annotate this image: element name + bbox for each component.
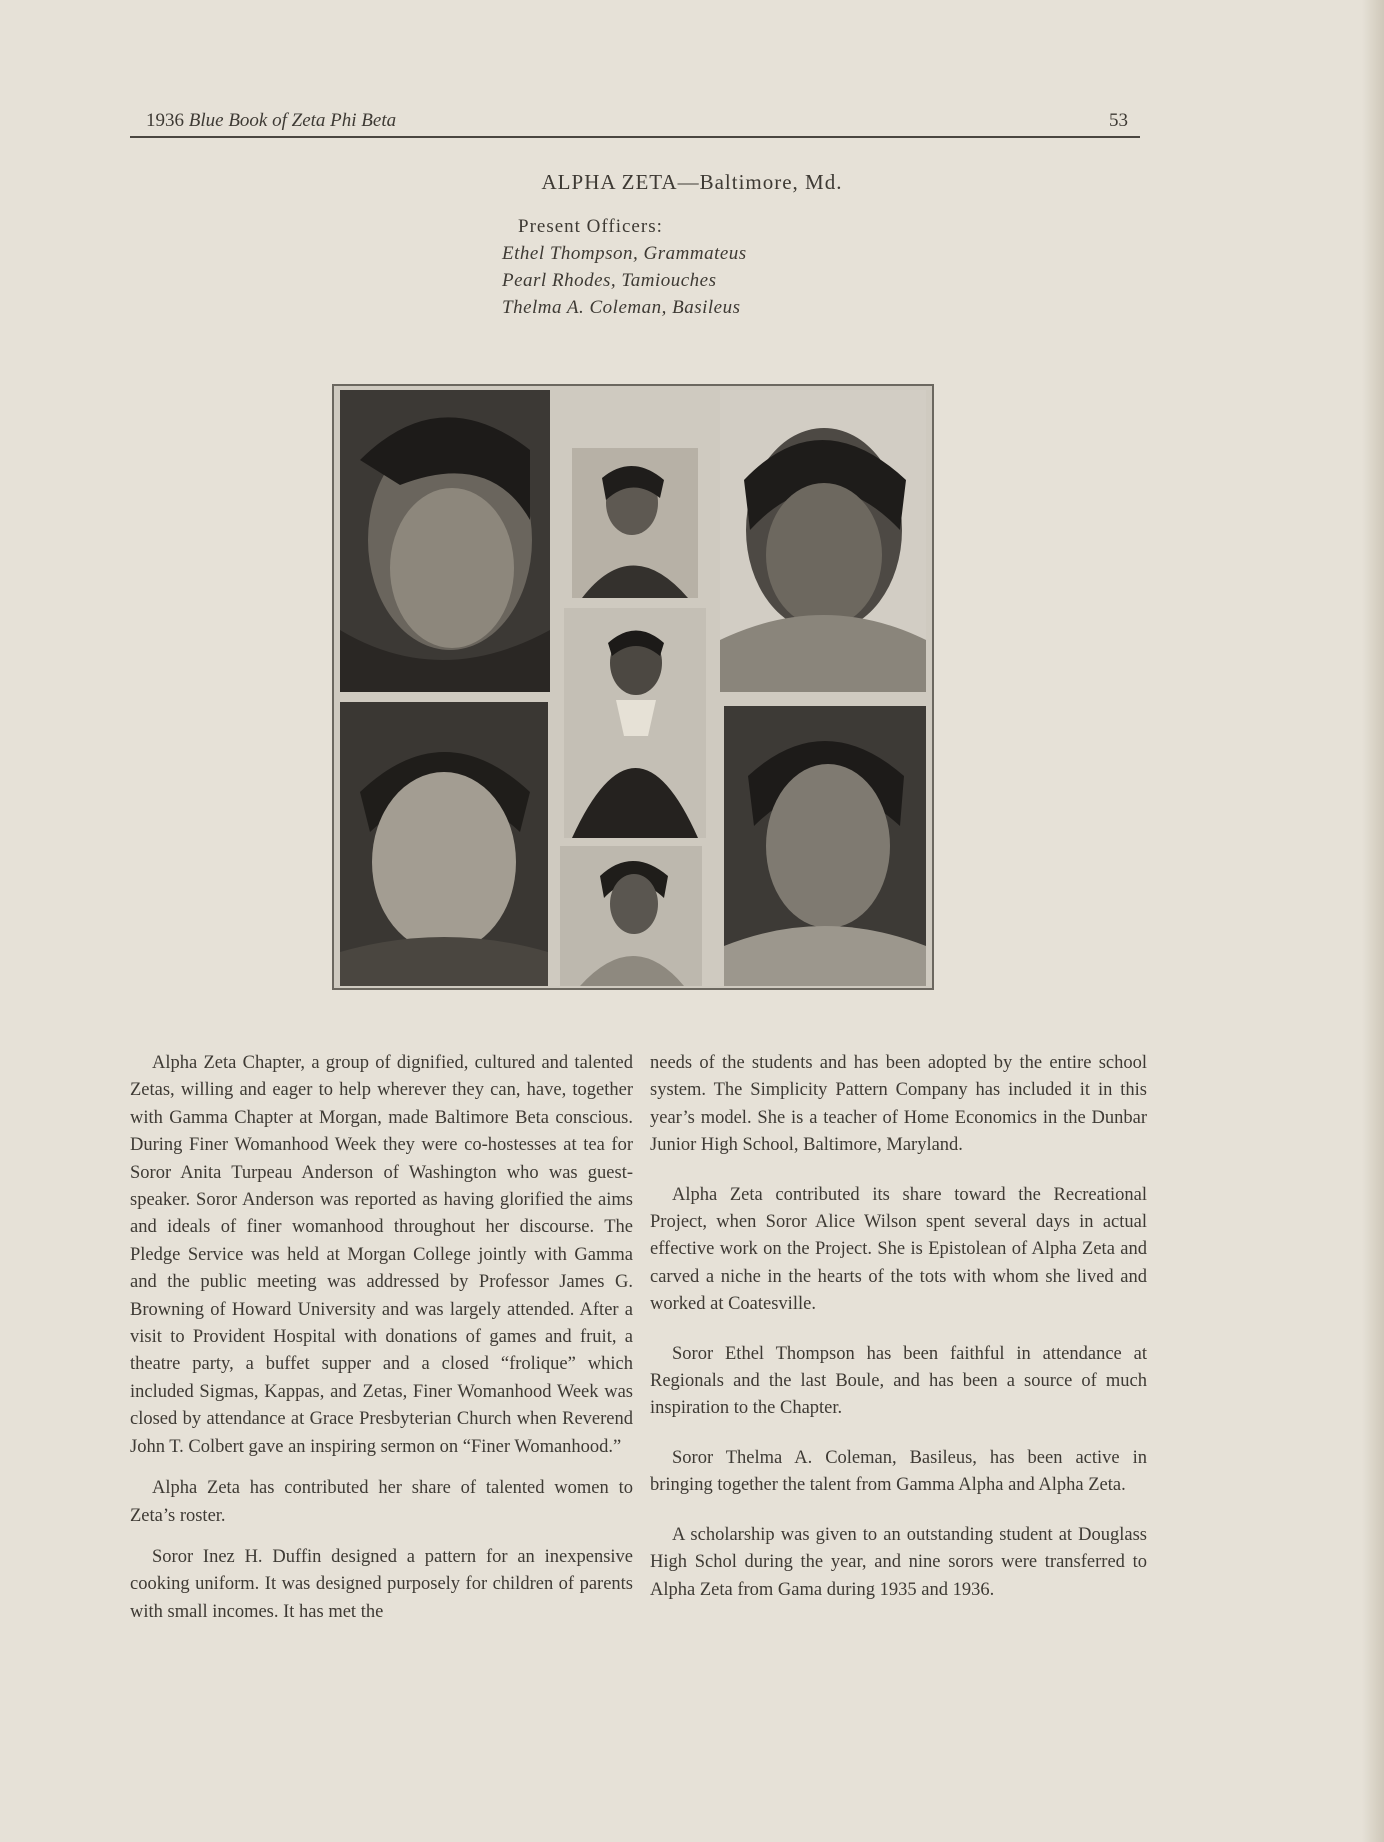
portrait-photo-2: [572, 448, 698, 598]
portrait-photo-5: [340, 702, 548, 986]
portrait-photo-6: [560, 846, 702, 986]
header-title-text: Blue Book of Zeta Phi Beta: [188, 110, 397, 131]
portrait-photo-1: [340, 390, 550, 692]
portrait-photo-3: [720, 390, 926, 692]
portrait-photo-4: [564, 608, 706, 838]
paragraph: Soror Inez H. Duffin designed a pattern for an inexpensive cooking uniform. It was designed purposely for children of parents with small incomes. It has met the: [130, 1546, 633, 1622]
officer-2: Pearl Rhodes, Tamiouches: [502, 270, 717, 291]
paragraph: needs of the students and has been adopted by the entire school system. The Simplicity Pattern Company has included it in this year’s model. She is a teacher of Home Economics in the Dunbar Junior High School, Baltimore, Maryland.: [650, 1053, 1147, 1156]
officer-1: Ethel Thompson, Grammateus: [502, 243, 747, 264]
paragraph: Alpha Zeta contributed its share toward the Recreational Project, when Soror Alice Wilson spent several days in actual effective work on the Project. She is Epistolean of Alpha Zeta and carved a niche in the hearts of the tots with whom she lived and worked at Coatesville.: [650, 1184, 1147, 1315]
paragraph: Soror Thelma A. Coleman, Basileus, has been active in bringing together the talent from Gamma Alpha and Alpha Zeta.: [650, 1447, 1147, 1496]
body-column-left: [130, 1050, 633, 1640]
page-number: 53: [1109, 110, 1128, 131]
paragraph: Alpha Zeta has contributed her share of talented women to Zeta’s roster.: [130, 1478, 633, 1526]
header-year: 1936: [146, 110, 184, 131]
officers-block: [502, 213, 747, 321]
page-edge: [1362, 0, 1384, 1842]
portrait-photo-7: [724, 706, 926, 986]
chapter-title: ALPHA ZETA—Baltimore, Md.: [541, 170, 843, 194]
paragraph: A scholarship was given to an outstanding student at Douglass High Schol during the year, and nine sorors were transferred to Alpha Zeta from Gama during 1935 and 1936.: [650, 1524, 1147, 1600]
body-column-right: [650, 1050, 1147, 1626]
header-book-title: [146, 110, 396, 132]
officer-3: Thelma A. Coleman, Basileus: [502, 297, 741, 318]
running-header: [130, 108, 1140, 138]
officers-label: Present Officers:: [518, 216, 663, 237]
paragraph: Soror Ethel Thompson has been faithful in attendance at Regionals and the last Boule, and has been a source of much inspiration to the Chapter.: [650, 1343, 1147, 1419]
paragraph: Alpha Zeta Chapter, a group of dignified, cultured and talented Zetas, willing and eager to help wherever they can, have, together with Gamma Chapter at Morgan, made Baltimore Beta conscious. During Finer Womanhood Week they were co-hostesses at tea for Soror Anita Turpeau Anderson of Washington who was guest-speaker. Soror Anderson was reported as having glorified the aims and ideals of finer womanhood throughout her discourse. The Pledge Service was held at Morgan College jointly with Gamma and the public meeting was addressed by Professor James G. Browning of Howard University and was largely attended. After a visit to Provident Hospital with donations of games and fruit, a theatre party, a buffet supper and a closed “frolique” which included Sigmas, Kappas, and Zetas, Finer Womanhood Week was closed by attendance at Grace Presbyterian Church when Reverend John T. Colbert gave an inspiring sermon on “Finer Womanhood.”: [130, 1053, 633, 1457]
photo-collage: [332, 384, 934, 990]
